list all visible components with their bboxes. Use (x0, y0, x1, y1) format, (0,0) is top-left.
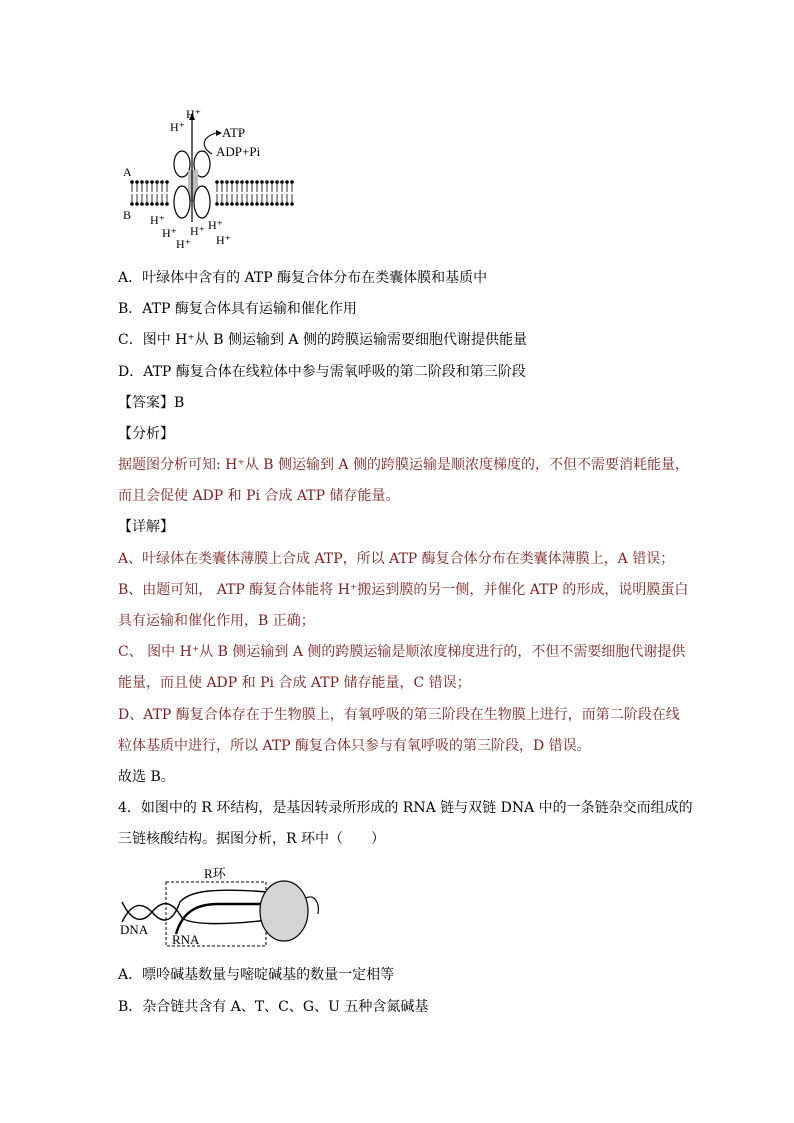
r-loop-diagram (118, 862, 328, 950)
analysis-line-1: 据题图分析可知: H⁺从 B 侧运输到 A 侧的跨膜运输是顺浓度梯度的，不但不需要消耗能量， (118, 457, 689, 473)
label-adp-pi: ADP+Pi (216, 144, 261, 159)
label-side-b: B (123, 208, 132, 222)
label-h-b4: H⁺ (190, 224, 205, 238)
label-h-b6: H⁺ (216, 233, 231, 247)
membrane-top-layer (130, 180, 294, 192)
conclusion: 故选 B。 (118, 769, 175, 785)
protein-upper-left (174, 151, 190, 177)
q4-option-b: B．杂合链共含有 A、T、C、G、U 五种含氮碱基 (118, 999, 429, 1015)
label-rna: RNA (172, 932, 200, 947)
dna-strand-2 (122, 902, 268, 924)
label-h-b3: H⁺ (176, 237, 191, 250)
q4-option-a: A．嘌呤碱基数量与嘧啶碱基的数量一定相等 (118, 967, 395, 983)
membrane-bottom-layer (130, 194, 294, 206)
label-h-b2: H⁺ (162, 226, 177, 240)
answer-label: 【答案】B (118, 395, 185, 411)
label-side-a: A (123, 165, 132, 179)
analysis-line-2: 而且会促使 ADP 和 Pi 合成 ATP 储存能量。 (118, 488, 400, 504)
detail-line-6: D、ATP 酶复合体存在于生物膜上，有氧呼吸的第三阶段在生物膜上进行，而第二阶段在线 (118, 707, 680, 723)
detail-label: 【详解】 (118, 519, 174, 535)
dna-strand-1 (122, 890, 268, 922)
q3-option-d: D．ATP 酶复合体在线粒体中参与需氧呼吸的第二阶段和第三阶段 (118, 364, 526, 380)
label-h-b1: H⁺ (150, 213, 165, 227)
analysis-label: 【分析】 (118, 426, 174, 442)
detail-line-1: A、叶绿体在类囊体薄膜上合成 ATP，所以 ATP 酶复合体分布在类囊体薄膜上，A 错误； (118, 551, 675, 567)
detail-line-4: C、 图中 H⁺从 B 侧运输到 A 侧的跨膜运输是顺浓度梯度进行的，不但不需要细胞代谢提供 (118, 644, 686, 660)
detail-line-3: 具有运输和催化作用，B 正确； (118, 613, 315, 629)
atp-synthase-diagram (118, 100, 298, 250)
detail-line-7: 粒体基质中进行，所以 ATP 酶复合体只参与有氧呼吸的第三阶段，D 错误。 (118, 738, 591, 754)
q3-option-a: A．叶绿体中含有的 ATP 酶复合体分布在类囊体膜和基质中 (118, 270, 488, 286)
q4-stem-line-1: 4．如图中的 R 环结构，是基因转录所形成的 RNA 链与双链 DNA 中的一条链杂交而组成的 (118, 800, 693, 816)
q3-option-c: C．图中 H⁺从 B 侧运输到 A 侧的跨膜运输需要细胞代谢提供能量 (118, 332, 527, 348)
protein-lower-right (194, 186, 210, 218)
label-h-left: H⁺ (170, 120, 185, 134)
detail-line-2: B、由题可知， ATP 酶复合体能将 H⁺搬运到膜的另一侧，并催化 ATP 的形成，说明膜蛋白 (118, 582, 689, 598)
label-atp: ATP (222, 125, 246, 140)
atp-synthesis-arrow (204, 133, 216, 154)
label-dna: DNA (120, 922, 149, 937)
rna-polymerase (260, 881, 308, 941)
detail-line-5: 能量，而且使 ADP 和 Pi 合成 ATP 储存能量，C 错误； (118, 675, 471, 691)
label-r-loop: R环 (204, 866, 226, 881)
q4-stem-line-2: 三链核酸结构。据图分析，R 环中（ ） (118, 831, 385, 847)
protein-lower-left (174, 186, 190, 218)
q3-option-b: B．ATP 酶复合体具有运输和催化作用 (118, 301, 357, 317)
label-h-b5: H⁺ (208, 218, 223, 232)
label-h-top: H⁺ (186, 107, 201, 121)
